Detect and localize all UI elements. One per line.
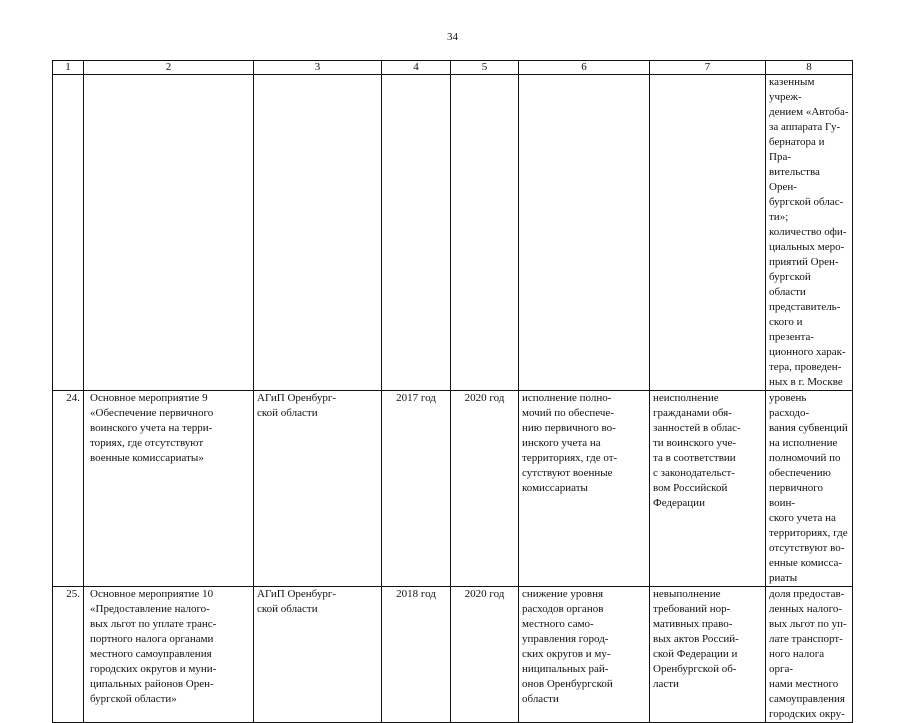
end-year-cell: 2020 год <box>451 587 519 723</box>
continuation-row <box>53 75 853 391</box>
measures-table <box>52 60 853 723</box>
column-number-row <box>53 61 853 75</box>
page-number: 34 <box>447 31 458 43</box>
consequences-cell: невыполнение требований нор- мативных право- вых актов Россий- ской Федерации и Оренбургской об- ласти <box>650 587 766 723</box>
column-number: 8 <box>766 61 853 75</box>
table-cell <box>519 75 650 391</box>
row-number: 25. <box>53 587 84 723</box>
table-cell <box>53 75 84 391</box>
column-number: 6 <box>519 61 650 75</box>
table-row <box>53 587 853 723</box>
result-cell: снижение уровня расходов органов местного само- управления город- ских округов и му- ниципальных рай- онов Оренбургской области <box>519 587 650 723</box>
column-number: 2 <box>84 61 254 75</box>
column-number: 4 <box>382 61 451 75</box>
event-cell: Основное мероприятие 10 «Предоставление налого- вых льгот по уплате транс- портного налога органами местного самоуправления городских округов и муни- ципальных районов Орен- бургской области» <box>84 587 254 723</box>
table-cell <box>84 75 254 391</box>
start-year-cell: 2018 год <box>382 587 451 723</box>
column-number: 5 <box>451 61 519 75</box>
table-cell <box>254 75 382 391</box>
column-number: 7 <box>650 61 766 75</box>
row-number: 24. <box>53 391 84 587</box>
consequences-cell: неисполнение гражданами обя- занностей в облас- ти воинского уче- та в соответствии с законодательст- вом Российской Федерации <box>650 391 766 587</box>
indicator-cell: казенным учреж- дением «Автоба- за аппарата Гу- бернатора и Пра- вительства Орен- бургской облас- ти»; количество офи- циальных меро- приятий Орен- бургской области представитель- ского и презента- ционного харак- тера, проведен- ных в г. Москве <box>766 75 853 391</box>
column-number: 1 <box>53 61 84 75</box>
result-cell: исполнение полно- мочий по обеспече- нию первичного во- инского учета на территориях, где от- сутствуют военные комиссариаты <box>519 391 650 587</box>
end-year-cell: 2020 год <box>451 391 519 587</box>
executor-cell: АГиП Оренбург- ской области <box>254 391 382 587</box>
indicator-cell: доля предостав- ленных налого- вых льгот по уп- лате транспорт- ного налога орга- нами местного самоуправления городских окру- <box>766 587 853 723</box>
table-cell <box>650 75 766 391</box>
start-year-cell: 2017 год <box>382 391 451 587</box>
table-row <box>53 391 853 587</box>
table-cell <box>451 75 519 391</box>
executor-cell: АГиП Оренбург- ской области <box>254 587 382 723</box>
table-cell <box>382 75 451 391</box>
indicator-cell: уровень расходо- вания субвенций на исполнение полномочий по обеспечению первичного воин- ского учета на территориях, где отсутствуют во- енные комисса- риаты <box>766 391 853 587</box>
event-cell: Основное мероприятие 9 «Обеспечение первичного воинского учета на терри- ториях, где отсутствуют военные комиссариаты» <box>84 391 254 587</box>
column-number: 3 <box>254 61 382 75</box>
